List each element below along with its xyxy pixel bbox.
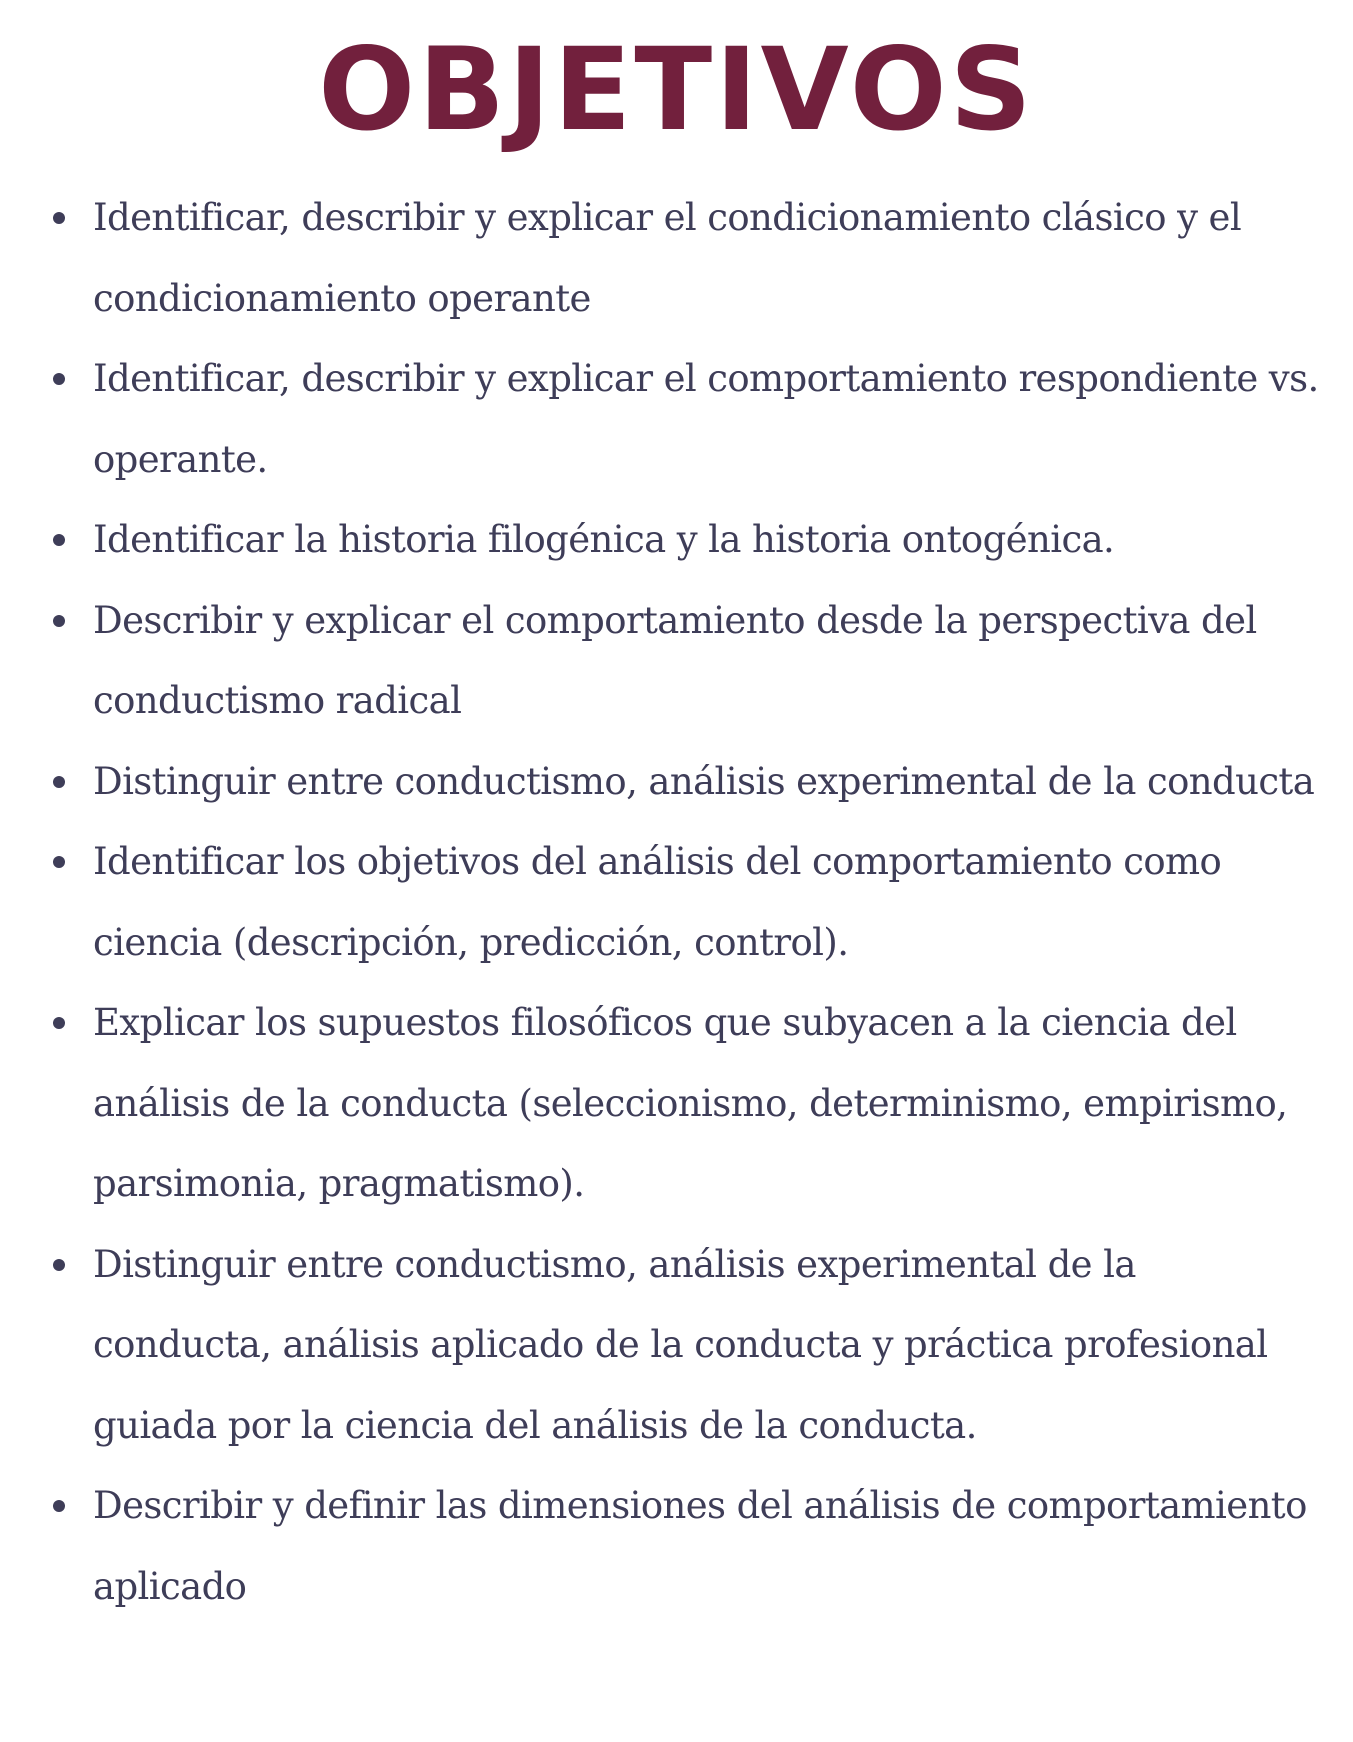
list-item [0, 581, 1353, 742]
list-item [0, 500, 1353, 581]
list-item [0, 822, 1353, 983]
bullet-icon [53, 1500, 65, 1512]
list-item [0, 1225, 1353, 1467]
bullet-icon [53, 856, 65, 868]
bullet-icon [53, 373, 65, 385]
list-item [0, 339, 1353, 500]
objectives-list [0, 178, 1353, 1627]
bullet-icon [53, 776, 65, 788]
list-item-text: Identificar la historia filogénica y la historia ontogénica. [93, 518, 1115, 561]
bullet-icon [53, 615, 65, 627]
list-item-text: Identificar, describir y explicar el condicionamiento clásico y el condicionamiento operante [93, 196, 1242, 320]
list-item [0, 983, 1353, 1225]
bullet-icon [53, 1017, 65, 1029]
bullet-icon [53, 534, 65, 546]
bullet-icon [53, 1259, 65, 1271]
list-item-text: Identificar los objetivos del análisis del comportamiento como ciencia (descripción, predicción, control). [93, 840, 1222, 964]
list-item-text: Describir y explicar el comportamiento desde la perspectiva del conductismo radical [93, 598, 1257, 722]
list-item-text: Distinguir entre conductismo, análisis experimental de la conducta, análisis aplicado de la conducta y práctica profesional guiada por la ciencia del análisis de la conducta. [93, 1242, 1268, 1447]
list-item-text: Describir y definir las dimensiones del análisis de comportamiento aplicado [93, 1484, 1307, 1608]
list-item [0, 178, 1353, 339]
list-item [0, 1466, 1353, 1627]
list-item [0, 742, 1353, 823]
bullet-icon [53, 212, 65, 224]
page-title: OBJETIVOS [318, 23, 1035, 156]
list-item-text: Explicar los supuestos filosóficos que subyacen a la ciencia del análisis de la conducta (seleccionismo, determinismo, empirismo, parsimonia, pragmatismo). [93, 1001, 1288, 1205]
list-item-text: Identificar, describir y explicar el comportamiento respondiente vs. operante. [93, 357, 1319, 481]
list-item-text: Distinguir entre conductismo, análisis experimental de la conducta [93, 759, 1315, 803]
